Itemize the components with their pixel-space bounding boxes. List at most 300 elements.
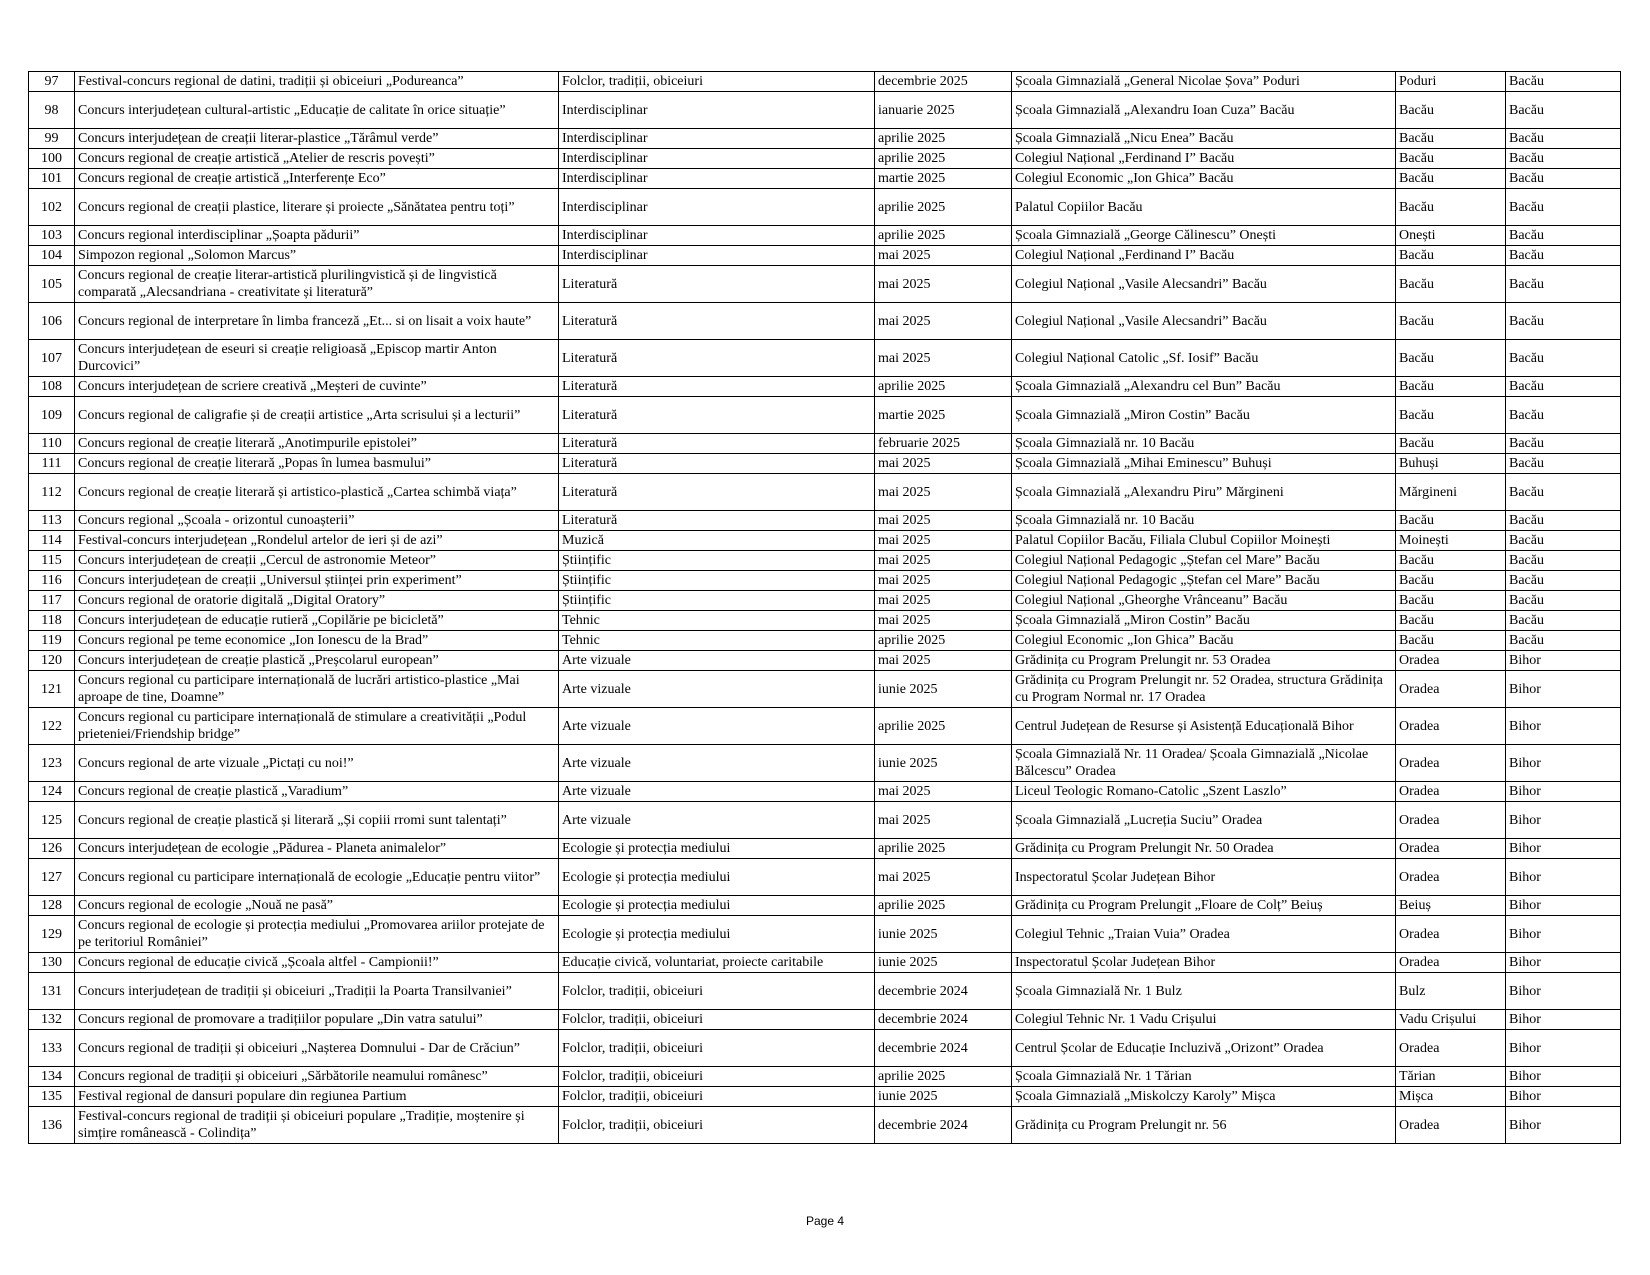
locality-cell: Oradea [1396, 859, 1506, 896]
organizer-cell: Colegiul Național Catolic „Sf. Iosif” Bacău [1012, 340, 1396, 377]
table-row [29, 896, 1621, 916]
organizer-cell: Școala Gimnazială Nr. 1 Bulz [1012, 973, 1396, 1010]
domain-cell: Folclor, tradiții, obiceiuri [559, 1087, 875, 1107]
county-cell: Bacău [1506, 72, 1621, 92]
row-number: 134 [29, 1067, 75, 1087]
domain-cell: Muzică [559, 531, 875, 551]
row-number: 110 [29, 434, 75, 454]
county-cell: Bihor [1506, 1010, 1621, 1030]
county-cell: Bacău [1506, 377, 1621, 397]
locality-cell: Bacău [1396, 149, 1506, 169]
county-cell: Bacău [1506, 340, 1621, 377]
organizer-cell: Școala Gimnazială „Nicu Enea” Bacău [1012, 129, 1396, 149]
table-row [29, 303, 1621, 340]
domain-cell: Interdisciplinar [559, 189, 875, 226]
locality-cell: Oradea [1396, 916, 1506, 953]
competition-title: Concurs interjudețean de eseuri si creație religioasă „Episcop martir Anton Durcovici” [75, 340, 559, 377]
county-cell: Bihor [1506, 671, 1621, 708]
domain-cell: Interdisciplinar [559, 246, 875, 266]
competition-title: Concurs regional „Școala - orizontul cunoașterii” [75, 511, 559, 531]
competition-title: Concurs interjudețean de tradiții și obiceiuri „Tradiții la Poarta Transilvaniei” [75, 973, 559, 1010]
organizer-cell: Școala Gimnazială „Alexandru Piru” Mărgineni [1012, 474, 1396, 511]
row-number: 107 [29, 340, 75, 377]
row-number: 124 [29, 782, 75, 802]
locality-cell: Bacău [1396, 631, 1506, 651]
table-row [29, 1030, 1621, 1067]
organizer-cell: Colegiul Economic „Ion Ghica” Bacău [1012, 169, 1396, 189]
locality-cell: Onești [1396, 226, 1506, 246]
organizer-cell: Școala Gimnazială „Miskolczy Karoly” Mișca [1012, 1087, 1396, 1107]
organizer-cell: Școala Gimnazială Nr. 1 Tărian [1012, 1067, 1396, 1087]
organizer-cell: Centrul Județean de Resurse și Asistență Educațională Bihor [1012, 708, 1396, 745]
organizer-cell: Școala Gimnazială „Mihai Eminescu” Buhuși [1012, 454, 1396, 474]
county-cell: Bihor [1506, 973, 1621, 1010]
table-row [29, 916, 1621, 953]
date-cell: mai 2025 [875, 303, 1012, 340]
row-number: 99 [29, 129, 75, 149]
locality-cell: Bacău [1396, 551, 1506, 571]
county-cell: Bacău [1506, 434, 1621, 454]
date-cell: aprilie 2025 [875, 189, 1012, 226]
table-row [29, 1010, 1621, 1030]
organizer-cell: Colegiul Național „Ferdinand I” Bacău [1012, 149, 1396, 169]
date-cell: mai 2025 [875, 454, 1012, 474]
row-number: 108 [29, 377, 75, 397]
organizer-cell: Colegiul Național „Vasile Alecsandri” Bacău [1012, 303, 1396, 340]
date-cell: decembrie 2024 [875, 1030, 1012, 1067]
table-row [29, 631, 1621, 651]
organizer-cell: Palatul Copiilor Bacău [1012, 189, 1396, 226]
table-row [29, 782, 1621, 802]
date-cell: mai 2025 [875, 571, 1012, 591]
domain-cell: Tehnic [559, 611, 875, 631]
domain-cell: Folclor, tradiții, obiceiuri [559, 72, 875, 92]
domain-cell: Ecologie și protecția mediului [559, 896, 875, 916]
locality-cell: Vadu Crișului [1396, 1010, 1506, 1030]
competition-title: Concurs regional de creații plastice, literare și proiecte „Sănătatea pentru toți” [75, 189, 559, 226]
date-cell: aprilie 2025 [875, 129, 1012, 149]
county-cell: Bihor [1506, 651, 1621, 671]
date-cell: martie 2025 [875, 397, 1012, 434]
county-cell: Bihor [1506, 916, 1621, 953]
domain-cell: Folclor, tradiții, obiceiuri [559, 1107, 875, 1144]
date-cell: aprilie 2025 [875, 631, 1012, 651]
domain-cell: Folclor, tradiții, obiceiuri [559, 1010, 875, 1030]
row-number: 128 [29, 896, 75, 916]
date-cell: aprilie 2025 [875, 226, 1012, 246]
row-number: 98 [29, 92, 75, 129]
county-cell: Bacău [1506, 92, 1621, 129]
row-number: 100 [29, 149, 75, 169]
competition-title: Concurs interjudețean de ecologie „Pădurea - Planeta animalelor” [75, 839, 559, 859]
table-row [29, 454, 1621, 474]
row-number: 123 [29, 745, 75, 782]
row-number: 122 [29, 708, 75, 745]
date-cell: mai 2025 [875, 651, 1012, 671]
competition-title: Concurs regional de ecologie și protecția mediului „Promovarea ariilor protejate de pe teritoriul României” [75, 916, 559, 953]
table-row [29, 72, 1621, 92]
county-cell: Bacău [1506, 246, 1621, 266]
domain-cell: Științific [559, 551, 875, 571]
date-cell: iunie 2025 [875, 745, 1012, 782]
locality-cell: Oradea [1396, 802, 1506, 839]
table-row [29, 551, 1621, 571]
table-body [29, 72, 1621, 1144]
domain-cell: Arte vizuale [559, 651, 875, 671]
competition-title: Concurs interjudețean de creații literar-plastice „Tărâmul verde” [75, 129, 559, 149]
county-cell: Bihor [1506, 859, 1621, 896]
table-row [29, 226, 1621, 246]
organizer-cell: Colegiul Tehnic „Traian Vuia” Oradea [1012, 916, 1396, 953]
date-cell: mai 2025 [875, 782, 1012, 802]
county-cell: Bacău [1506, 266, 1621, 303]
county-cell: Bihor [1506, 1067, 1621, 1087]
organizer-cell: Școala Gimnazială nr. 10 Bacău [1012, 511, 1396, 531]
row-number: 130 [29, 953, 75, 973]
domain-cell: Literatură [559, 397, 875, 434]
locality-cell: Bacău [1396, 591, 1506, 611]
domain-cell: Interdisciplinar [559, 129, 875, 149]
organizer-cell: Inspectoratul Școlar Județean Bihor [1012, 953, 1396, 973]
locality-cell: Bacău [1396, 511, 1506, 531]
table-row [29, 397, 1621, 434]
competition-title: Concurs regional de tradiții și obiceiuri „Sărbătorile neamului românesc” [75, 1067, 559, 1087]
date-cell: mai 2025 [875, 266, 1012, 303]
table-row [29, 1067, 1621, 1087]
organizer-cell: Grădinița cu Program Prelungit nr. 52 Oradea, structura Grădinița cu Program Normal nr. 17 Oradea [1012, 671, 1396, 708]
competitions-table [28, 71, 1621, 1144]
competition-title: Concurs interjudețean de scriere creativă „Meșteri de cuvinte” [75, 377, 559, 397]
row-number: 129 [29, 916, 75, 953]
competition-title: Concurs interjudețean de educație rutieră „Copilărie pe bicicletă” [75, 611, 559, 631]
county-cell: Bihor [1506, 745, 1621, 782]
domain-cell: Interdisciplinar [559, 92, 875, 129]
date-cell: mai 2025 [875, 474, 1012, 511]
county-cell: Bacău [1506, 189, 1621, 226]
organizer-cell: Colegiul Național Pedagogic „Ștefan cel Mare” Bacău [1012, 551, 1396, 571]
table-row [29, 1107, 1621, 1144]
county-cell: Bacău [1506, 303, 1621, 340]
table-row [29, 531, 1621, 551]
domain-cell: Interdisciplinar [559, 226, 875, 246]
date-cell: iunie 2025 [875, 953, 1012, 973]
domain-cell: Științific [559, 591, 875, 611]
domain-cell: Științific [559, 571, 875, 591]
organizer-cell: Școala Gimnazială Nr. 11 Oradea/ Școala Gimnazială „Nicolae Bălcescu” Oradea [1012, 745, 1396, 782]
county-cell: Bihor [1506, 708, 1621, 745]
row-number: 97 [29, 72, 75, 92]
organizer-cell: Școala Gimnazială „Lucreția Suciu” Oradea [1012, 802, 1396, 839]
organizer-cell: Colegiul Național „Vasile Alecsandri” Bacău [1012, 266, 1396, 303]
domain-cell: Literatură [559, 454, 875, 474]
county-cell: Bacău [1506, 551, 1621, 571]
table-row [29, 149, 1621, 169]
competition-title: Concurs regional de caligrafie și de creații artistice „Arta scrisului și a lecturii” [75, 397, 559, 434]
row-number: 112 [29, 474, 75, 511]
table-row [29, 434, 1621, 454]
date-cell: aprilie 2025 [875, 839, 1012, 859]
locality-cell: Bacău [1396, 129, 1506, 149]
date-cell: ianuarie 2025 [875, 92, 1012, 129]
competition-title: Concurs regional pe teme economice „Ion Ionescu de la Brad” [75, 631, 559, 651]
row-number: 120 [29, 651, 75, 671]
organizer-cell: Grădinița cu Program Prelungit „Floare de Colț” Beiuș [1012, 896, 1396, 916]
competition-title: Concurs regional de educație civică „Școala altfel - Campionii!” [75, 953, 559, 973]
locality-cell: Bacău [1396, 434, 1506, 454]
organizer-cell: Centrul Școlar de Educație Incluzivă „Orizont” Oradea [1012, 1030, 1396, 1067]
domain-cell: Arte vizuale [559, 745, 875, 782]
date-cell: aprilie 2025 [875, 896, 1012, 916]
competition-title: Concurs regional de creație literară „Anotimpurile epistolei” [75, 434, 559, 454]
locality-cell: Bacău [1396, 377, 1506, 397]
organizer-cell: Colegiul Tehnic Nr. 1 Vadu Crișului [1012, 1010, 1396, 1030]
table-row [29, 973, 1621, 1010]
row-number: 104 [29, 246, 75, 266]
table-row [29, 340, 1621, 377]
competition-title: Concurs interjudețean de creații „Universul științei prin experiment” [75, 571, 559, 591]
row-number: 125 [29, 802, 75, 839]
table-row [29, 129, 1621, 149]
organizer-cell: Colegiul Național „Gheorghe Vrânceanu” Bacău [1012, 591, 1396, 611]
competition-title: Festival-concurs interjudețean „Rondelul artelor de ieri și de azi” [75, 531, 559, 551]
table-row [29, 266, 1621, 303]
competition-title: Simpozon regional „Solomon Marcus” [75, 246, 559, 266]
competition-title: Concurs regional cu participare internațională de lucrări artistico-plastice „Mai aproape de tine, Doamne” [75, 671, 559, 708]
row-number: 135 [29, 1087, 75, 1107]
county-cell: Bacău [1506, 611, 1621, 631]
row-number: 109 [29, 397, 75, 434]
competition-title: Concurs regional de ecologie „Nouă ne pasă” [75, 896, 559, 916]
date-cell: mai 2025 [875, 551, 1012, 571]
page-number: Page 4 [805, 1214, 845, 1228]
organizer-cell: Școala Gimnazială „Alexandru cel Bun” Bacău [1012, 377, 1396, 397]
locality-cell: Oradea [1396, 1030, 1506, 1067]
row-number: 101 [29, 169, 75, 189]
competition-title: Concurs regional de creație artistică „Atelier de rescris povești” [75, 149, 559, 169]
competition-title: Concurs regional de creație plastică și literară „Și copiii rromi sunt talentați” [75, 802, 559, 839]
competition-title: Concurs regional de oratorie digitală „Digital Oratory” [75, 591, 559, 611]
row-number: 121 [29, 671, 75, 708]
domain-cell: Literatură [559, 340, 875, 377]
organizer-cell: Colegiul Național Pedagogic „Ștefan cel Mare” Bacău [1012, 571, 1396, 591]
locality-cell: Buhuși [1396, 454, 1506, 474]
table-row [29, 246, 1621, 266]
row-number: 114 [29, 531, 75, 551]
table-row [29, 169, 1621, 189]
row-number: 132 [29, 1010, 75, 1030]
domain-cell: Literatură [559, 474, 875, 511]
domain-cell: Arte vizuale [559, 782, 875, 802]
locality-cell: Bacău [1396, 303, 1506, 340]
row-number: 116 [29, 571, 75, 591]
county-cell: Bacău [1506, 511, 1621, 531]
locality-cell: Bacău [1396, 266, 1506, 303]
locality-cell: Oradea [1396, 708, 1506, 745]
date-cell: mai 2025 [875, 246, 1012, 266]
domain-cell: Tehnic [559, 631, 875, 651]
row-number: 111 [29, 454, 75, 474]
competition-title: Concurs regional de creație literară și artistico-plastică „Cartea schimbă viața” [75, 474, 559, 511]
organizer-cell: Liceul Teologic Romano-Catolic „Szent Laszlo” [1012, 782, 1396, 802]
competition-title: Concurs interjudețean cultural-artistic „Educație de calitate în orice situație” [75, 92, 559, 129]
domain-cell: Literatură [559, 511, 875, 531]
table-row [29, 671, 1621, 708]
organizer-cell: Școala Gimnazială nr. 10 Bacău [1012, 434, 1396, 454]
competition-title: Concurs regional de creație artistică „Interferențe Eco” [75, 169, 559, 189]
county-cell: Bacău [1506, 571, 1621, 591]
organizer-cell: Palatul Copiilor Bacău, Filiala Clubul Copiilor Moinești [1012, 531, 1396, 551]
domain-cell: Interdisciplinar [559, 149, 875, 169]
locality-cell: Bacău [1396, 340, 1506, 377]
row-number: 105 [29, 266, 75, 303]
row-number: 119 [29, 631, 75, 651]
county-cell: Bacău [1506, 454, 1621, 474]
date-cell: decembrie 2024 [875, 1010, 1012, 1030]
county-cell: Bihor [1506, 896, 1621, 916]
locality-cell: Mișca [1396, 1087, 1506, 1107]
date-cell: aprilie 2025 [875, 149, 1012, 169]
domain-cell: Ecologie și protecția mediului [559, 839, 875, 859]
organizer-cell: Grădinița cu Program Prelungit nr. 56 [1012, 1107, 1396, 1144]
table-row [29, 745, 1621, 782]
organizer-cell: Colegiul Economic „Ion Ghica” Bacău [1012, 631, 1396, 651]
competitions-table-container [28, 71, 1620, 1144]
county-cell: Bihor [1506, 1030, 1621, 1067]
row-number: 102 [29, 189, 75, 226]
domain-cell: Literatură [559, 377, 875, 397]
organizer-cell: Inspectoratul Școlar Județean Bihor [1012, 859, 1396, 896]
date-cell: decembrie 2024 [875, 1107, 1012, 1144]
competition-title: Concurs regional de tradiții și obiceiuri „Nașterea Domnului - Dar de Crăciun” [75, 1030, 559, 1067]
row-number: 106 [29, 303, 75, 340]
county-cell: Bacău [1506, 149, 1621, 169]
competition-title: Festival-concurs regional de datini, tradiții și obiceiuri „Podureanca” [75, 72, 559, 92]
table-row [29, 802, 1621, 839]
locality-cell: Bacău [1396, 189, 1506, 226]
locality-cell: Bacău [1396, 611, 1506, 631]
date-cell: aprilie 2025 [875, 708, 1012, 745]
organizer-cell: Grădinița cu Program Prelungit nr. 53 Oradea [1012, 651, 1396, 671]
table-row [29, 708, 1621, 745]
date-cell: februarie 2025 [875, 434, 1012, 454]
domain-cell: Interdisciplinar [559, 169, 875, 189]
date-cell: mai 2025 [875, 591, 1012, 611]
date-cell: martie 2025 [875, 169, 1012, 189]
row-number: 117 [29, 591, 75, 611]
date-cell: mai 2025 [875, 511, 1012, 531]
locality-cell: Bacău [1396, 571, 1506, 591]
competition-title: Festival-concurs regional de tradiții și obiceiuri populare „Tradiție, moștenire și simțire românească - Colindița” [75, 1107, 559, 1144]
domain-cell: Ecologie și protecția mediului [559, 916, 875, 953]
date-cell: aprilie 2025 [875, 1067, 1012, 1087]
locality-cell: Oradea [1396, 839, 1506, 859]
locality-cell: Bacău [1396, 92, 1506, 129]
locality-cell: Oradea [1396, 782, 1506, 802]
table-row [29, 859, 1621, 896]
competition-title: Festival regional de dansuri populare din regiunea Partium [75, 1087, 559, 1107]
locality-cell: Tărian [1396, 1067, 1506, 1087]
table-row [29, 377, 1621, 397]
locality-cell: Oradea [1396, 671, 1506, 708]
row-number: 118 [29, 611, 75, 631]
domain-cell: Educație civică, voluntariat, proiecte caritabile [559, 953, 875, 973]
date-cell: aprilie 2025 [875, 377, 1012, 397]
domain-cell: Arte vizuale [559, 708, 875, 745]
table-row [29, 189, 1621, 226]
row-number: 136 [29, 1107, 75, 1144]
date-cell: mai 2025 [875, 611, 1012, 631]
row-number: 126 [29, 839, 75, 859]
domain-cell: Literatură [559, 434, 875, 454]
date-cell: mai 2025 [875, 859, 1012, 896]
competition-title: Concurs interjudețean de creație plastică „Preșcolarul european” [75, 651, 559, 671]
row-number: 115 [29, 551, 75, 571]
county-cell: Bihor [1506, 1087, 1621, 1107]
domain-cell: Literatură [559, 303, 875, 340]
table-row [29, 839, 1621, 859]
table-row [29, 591, 1621, 611]
table-row [29, 571, 1621, 591]
table-row [29, 611, 1621, 631]
locality-cell: Oradea [1396, 651, 1506, 671]
row-number: 131 [29, 973, 75, 1010]
organizer-cell: Grădinița cu Program Prelungit Nr. 50 Oradea [1012, 839, 1396, 859]
table-row [29, 92, 1621, 129]
competition-title: Concurs regional cu participare internațională de stimulare a creativității „Podul prieteniei/Friendship bridge” [75, 708, 559, 745]
row-number: 133 [29, 1030, 75, 1067]
county-cell: Bacău [1506, 531, 1621, 551]
table-row [29, 651, 1621, 671]
county-cell: Bacău [1506, 129, 1621, 149]
locality-cell: Bulz [1396, 973, 1506, 1010]
competition-title: Concurs regional de creație plastică „Varadium” [75, 782, 559, 802]
county-cell: Bihor [1506, 839, 1621, 859]
competition-title: Concurs regional de creație literar-artistică plurilingvistică și de lingvistică comparată „Alecsandriana - creativitate și literatură” [75, 266, 559, 303]
competition-title: Concurs regional cu participare internațională de ecologie „Educație pentru viitor” [75, 859, 559, 896]
date-cell: iunie 2025 [875, 1087, 1012, 1107]
domain-cell: Folclor, tradiții, obiceiuri [559, 1030, 875, 1067]
county-cell: Bihor [1506, 802, 1621, 839]
county-cell: Bacău [1506, 169, 1621, 189]
locality-cell: Oradea [1396, 1107, 1506, 1144]
date-cell: decembrie 2024 [875, 973, 1012, 1010]
row-number: 127 [29, 859, 75, 896]
organizer-cell: Colegiul Național „Ferdinand I” Bacău [1012, 246, 1396, 266]
table-row [29, 953, 1621, 973]
date-cell: iunie 2025 [875, 671, 1012, 708]
domain-cell: Arte vizuale [559, 671, 875, 708]
domain-cell: Ecologie și protecția mediului [559, 859, 875, 896]
row-number: 113 [29, 511, 75, 531]
county-cell: Bacău [1506, 591, 1621, 611]
organizer-cell: Școala Gimnazială „Miron Costin” Bacău [1012, 611, 1396, 631]
organizer-cell: Școala Gimnazială „Alexandru Ioan Cuza” Bacău [1012, 92, 1396, 129]
organizer-cell: Școala Gimnazială „George Călinescu” Onești [1012, 226, 1396, 246]
competition-title: Concurs regional de interpretare în limba franceză „Et... si on lisait a voix haute” [75, 303, 559, 340]
domain-cell: Folclor, tradiții, obiceiuri [559, 973, 875, 1010]
date-cell: mai 2025 [875, 802, 1012, 839]
competition-title: Concurs regional de creație literară „Popas în lumea basmului” [75, 454, 559, 474]
domain-cell: Arte vizuale [559, 802, 875, 839]
county-cell: Bihor [1506, 953, 1621, 973]
table-row [29, 1087, 1621, 1107]
locality-cell: Beiuș [1396, 896, 1506, 916]
domain-cell: Folclor, tradiții, obiceiuri [559, 1067, 875, 1087]
row-number: 103 [29, 226, 75, 246]
locality-cell: Moinești [1396, 531, 1506, 551]
county-cell: Bacău [1506, 397, 1621, 434]
locality-cell: Bacău [1396, 169, 1506, 189]
